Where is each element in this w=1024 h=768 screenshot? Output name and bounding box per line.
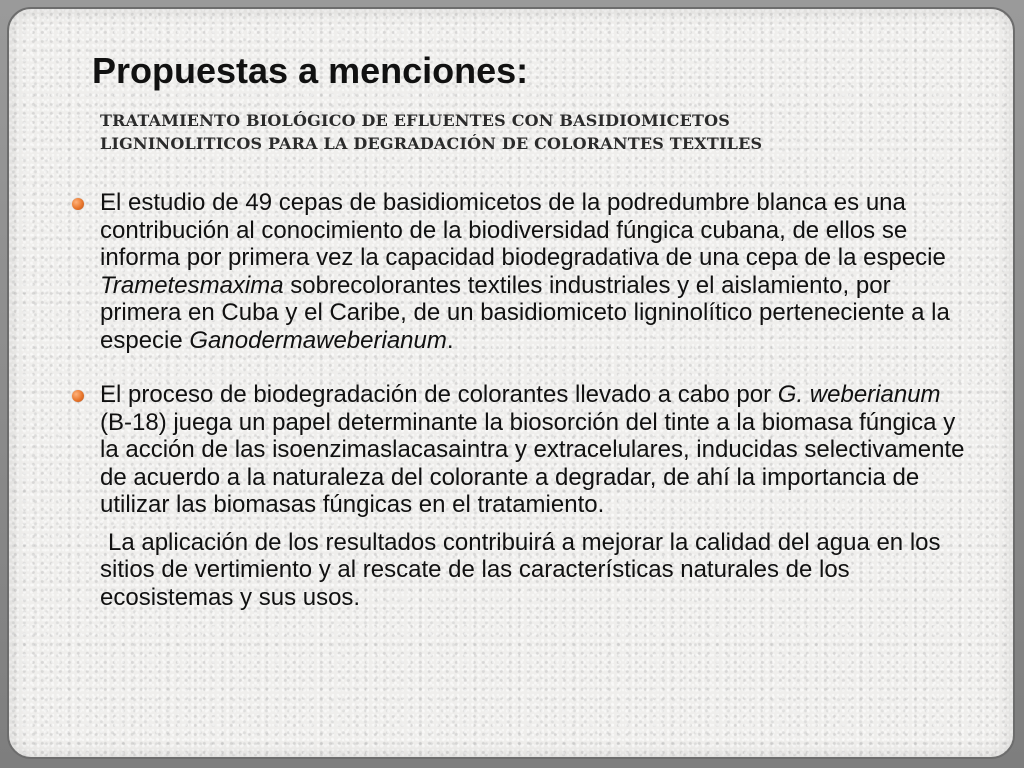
bullet-dot-icon [72, 390, 84, 402]
bullet-item [69, 189, 969, 354]
species-name: Ganodermaweberianum [189, 326, 447, 354]
paragraph-text: La aplicación de los resultados contribuirá a mejorar la calidad del agua en los sitios de vertimiento y al rescate de las características naturales de los ecosistemas y sus usos. [100, 528, 941, 611]
species-name: G. weberianum [777, 381, 941, 408]
slide-card [7, 7, 1015, 759]
species-name: Trametesmaxima [100, 271, 284, 299]
paragraph-text: . [446, 326, 454, 354]
paragraph-text: sobrecolorantes textiles industriales y el aislamiento, por primera en Cuba y el Caribe, de un basidiomiceto ligninolítico perteneciente a la especie [100, 271, 950, 354]
bullet-dot-icon [72, 198, 84, 210]
subtitle-line: LIGNINOLITICOS PARA LA DEGRADACIÓN DE COLORANTES TEXTILES [100, 134, 763, 153]
bullet-item [69, 381, 969, 611]
paragraph-text: El proceso de biodegradación de colorantes llevado a cabo por [100, 381, 778, 408]
bullet-list [69, 189, 969, 611]
slide-subtitle [100, 109, 900, 155]
slide-title: Propuestas a menciones: [92, 50, 529, 91]
bullet-paragraph [100, 529, 969, 612]
bullet-paragraph [100, 189, 969, 354]
bullet-paragraph [100, 381, 969, 519]
subtitle-line: TRATAMIENTO BIOLÓGICO DE EFLUENTES CON BASIDIOMICETOS [100, 111, 730, 130]
paragraph-text: El estudio de 49 cepas de basidiomicetos de la podredumbre blanca es una contribución al conocimiento de la biodiversidad fúngica cubana, de ellos se informa por primera vez la capacidad biodegradativa de una cepa de la especie [100, 189, 946, 271]
paragraph-text: (B-18) juega un papel determinante la biosorción del tinte a la biomasa fúngica y la acción de las isoenzimaslacasaintra y extracelulares, inducidas selectivamente de acuerdo a la naturaleza del colorante a degradar, de ahí la importancia de utilizar las biomasas fúngicas en el tratamiento. [100, 408, 965, 518]
